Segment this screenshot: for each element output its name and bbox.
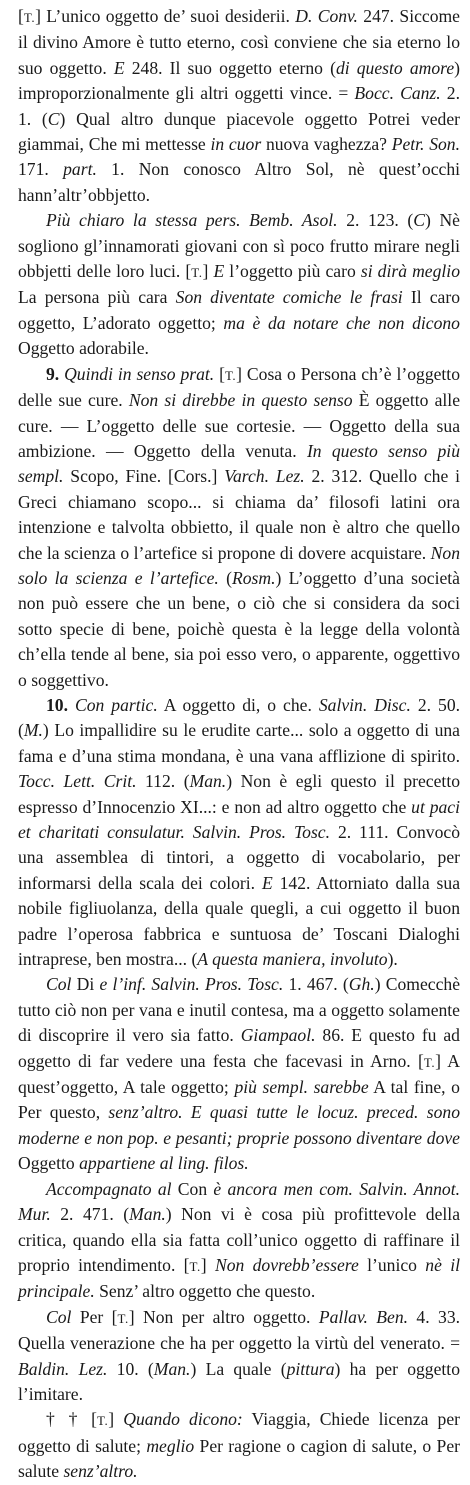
- text-run: Oggetto adorabile.: [18, 338, 149, 359]
- text-run: 171.: [18, 159, 64, 180]
- text-run: 247. Siccome il divino Amore è tutto eterno, così conviene che sia eterno lo suo oggetto.: [18, 6, 460, 78]
- italic-text: Petr. Son.: [391, 134, 460, 155]
- text-run: 112. (: [136, 771, 190, 792]
- italic-text: E: [213, 261, 225, 282]
- text-run: ] Non per altro oggetto.: [128, 1306, 319, 1327]
- italic-text: C: [413, 210, 426, 231]
- text-run: ) ha per oggetto l’imitare.: [18, 1358, 460, 1404]
- text-run: ) Non vi è cosa più profittevole della critica, quando ella sia fatta coll’unico oggetto di raffinare il proprio intendimento. [: [18, 1204, 460, 1275]
- italic-text: di questo amore: [335, 57, 455, 78]
- italic-text: Salvin. Disc.: [318, 694, 411, 715]
- italic-text: C: [47, 108, 60, 129]
- italic-text: ut paci et charitati consulatur. Salvin. Pros. Tosc.: [18, 796, 460, 842]
- italic-text: Non si direbbe in questo senso: [128, 390, 353, 411]
- italic-text: Tocc. Lett. Crit.: [18, 771, 137, 792]
- italic-text: nè il principale.: [18, 1254, 460, 1302]
- text-run: 2. 50. (: [18, 694, 461, 741]
- italic-text: meglio: [146, 1435, 195, 1456]
- italic-text: A questa maniera, involuto: [197, 949, 388, 970]
- text-run: Viaggia, Chiede licenza per oggetto di salute;: [18, 1409, 460, 1456]
- text-run: (: [218, 567, 232, 588]
- sense-number: 9.: [46, 363, 65, 384]
- text-run: T.: [117, 1310, 129, 1326]
- text-run: È oggetto alle cure. — L’oggetto delle sue cortesie. — Oggetto della sua ambizione. — Oggetto della venuta.: [18, 390, 461, 461]
- text-run: ]: [108, 1409, 124, 1430]
- text-run: Oggetto: [18, 1153, 80, 1174]
- entry-paragraph: [18, 1305, 460, 1408]
- italic-text: M.: [23, 720, 43, 741]
- text-run: ) Qual altro dunque piacevole oggetto Potrei veder giammai, Che mi mettesse: [18, 108, 461, 155]
- text-run: Senz’ altro oggetto che questo.: [94, 1281, 316, 1302]
- italic-text: Quindi in senso prat.: [64, 363, 215, 384]
- text-run: nuova vaghezza?: [261, 134, 392, 155]
- text-run: T.: [224, 367, 237, 383]
- italic-text: pittura: [286, 1358, 335, 1379]
- italic-text: Col: [46, 974, 72, 995]
- entry-paragraph: [18, 1407, 460, 1484]
- text-run: l’oggetto più caro: [224, 261, 361, 282]
- italic-text: Varch. Lez.: [224, 466, 305, 487]
- text-run: 142. Attorniato dalla sua nobile figliuolanza, della quale quegli, a cui oggetto il buon padre l’operosa fabbrica e suntuosa de’ Toscani Dialoghi intraprese, ben mostra... (: [18, 872, 461, 970]
- italic-text: è ancora men com. Salvin. Annot. Mur.: [18, 1178, 460, 1225]
- italic-text: si dirà meglio: [360, 261, 460, 282]
- italic-text: Man.: [189, 771, 227, 792]
- text-run: ) Comecchè tutto ciò non per vana e inutil contesa, ma a oggetto solamente di discoprire il vero sia fatto.: [18, 974, 461, 1046]
- entry-paragraph: [18, 693, 460, 972]
- italic-text: Con partic.: [74, 694, 158, 715]
- text-run: [: [214, 363, 225, 384]
- entry-paragraph: [18, 972, 460, 1176]
- text-run: 2. 312. Quello che i Greci chiamano scopo... si chiama da’ filosofi latini ora intenzione e talvolta obbietto, il quale non è altro che quello che la scienza o l’artefice si propone di dovere acquistare.: [18, 466, 460, 563]
- text-run: ]: [200, 1254, 215, 1275]
- text-run: 2. 471. (: [50, 1204, 130, 1225]
- text-run: ) improporzionalmente gli altri oggetti vince. =: [18, 57, 460, 104]
- text-run: Il caro oggetto, L’adorato oggetto;: [18, 287, 461, 333]
- italic-text: Non solo la scienza e l’artefice.: [18, 542, 460, 588]
- italic-text: Più chiaro la stessa pers. Bemb. Asol.: [46, 210, 338, 231]
- italic-text: Man.: [153, 1358, 191, 1379]
- text-run: 10. (: [107, 1358, 154, 1379]
- italic-text: Baldin. Lez.: [18, 1358, 108, 1379]
- italic-text: In questo senso più sempl.: [18, 440, 460, 487]
- italic-text: E: [261, 872, 273, 893]
- italic-text: Pallav. Ben.: [318, 1306, 409, 1327]
- italic-text: Gh.: [348, 974, 375, 995]
- italic-text: in cuor: [210, 134, 262, 155]
- italic-text: più sempl. sarebbe: [234, 1077, 369, 1098]
- text-run: ]: [202, 261, 214, 282]
- text-run: 2. 111. Convocò una assemblea di tintori, a oggetto di vocabolario, per informarsi della scala dei colori.: [18, 822, 460, 893]
- italic-text: E: [113, 57, 125, 78]
- italic-text: Col: [46, 1306, 72, 1327]
- italic-text: e l’inf. Salvin. Pros. Tosc.: [99, 974, 284, 995]
- text-run: [: [18, 6, 24, 26]
- text-run: † † [: [46, 1409, 98, 1430]
- italic-text: Man.: [129, 1204, 166, 1225]
- text-run: ).: [387, 949, 398, 970]
- text-run: Scopo, Fine. [Cors.]: [63, 466, 225, 487]
- text-run: 2. 1. (: [18, 83, 460, 129]
- text-run: 1. Non conosco Altro Sol, nè quest’occhi hann’altr’obbjetto.: [18, 159, 460, 205]
- text-run: Per ragione o cagion di salute, o Per salute: [18, 1435, 460, 1482]
- text-run: ] L’unico oggetto de’ suoi desiderii.: [35, 6, 296, 26]
- italic-text: senz’altro. E quasi tutte le locuz. preced. sono moderne e non pop. e pesanti; proprie possono diventare dove: [18, 1102, 460, 1148]
- text-run: 86. E questo fu ad oggetto di far vedere una festa che facevasi in Arno. [: [18, 1025, 460, 1071]
- text-run: T.: [191, 265, 203, 281]
- italic-text: Son diventate comiche le frasi: [175, 287, 403, 308]
- text-run: T.: [23, 10, 36, 25]
- text-run: T.: [423, 1054, 436, 1070]
- italic-text: part.: [63, 159, 97, 180]
- text-run: 1. 467. (: [283, 974, 349, 995]
- text-run: T.: [97, 1413, 109, 1429]
- italic-text: D. Conv.: [295, 6, 358, 26]
- text-run: Per [: [71, 1306, 118, 1327]
- italic-text: Accompagnato al: [46, 1178, 172, 1199]
- entry-paragraph: [18, 4, 460, 208]
- text-run: ) Nè sogliono gl’innamorati giovani con sì poco frutto mirare negli obbjetti delle loro luci. [: [18, 210, 460, 282]
- text-run: 4. 33. Quella venerazione che ha per oggetto la virtù del venerato. =: [18, 1306, 461, 1354]
- text-run: T.: [189, 1258, 201, 1274]
- text-run: Di: [71, 974, 100, 995]
- italic-text: senz’altro.: [63, 1461, 138, 1482]
- entry-paragraph: [18, 362, 460, 693]
- entry-paragraph: [18, 208, 460, 361]
- text-run: Con: [171, 1178, 214, 1199]
- italic-text: ma è da notare che non dicono: [223, 312, 460, 333]
- text-run: A oggetto di, o che.: [157, 694, 319, 715]
- text-run: ] Cosa o Persona ch’è l’oggetto delle sue cure.: [18, 363, 460, 411]
- text-run: 248. Il suo oggetto eterno (: [124, 57, 336, 78]
- italic-text: appartiene al ling. filos.: [79, 1153, 249, 1174]
- text-run: ) L’oggetto d’una società non può essere che un bene, o ciò che si considera da soci sotto specie di bene, poichè questa è la legge della volontà ch’ella tende al bene, sia poi esso vero, o apparente, oggettivo o soggettivo.: [18, 567, 460, 690]
- italic-text: Quando dicono:: [123, 1409, 243, 1430]
- text-run: ) Non è egli questo il precetto espresso d’Innocenzio XI...: e non ad altro oggetto che: [18, 771, 460, 817]
- entry-paragraph: [18, 1177, 460, 1305]
- text-run: La persona più cara: [18, 287, 176, 308]
- sense-number: 10.: [46, 694, 75, 715]
- italic-text: Giampaol.: [240, 1025, 316, 1046]
- text-run: ) Lo impallidire su le erudite carte... solo a oggetto di una fama e d’una stima mondana, è una vana afflizione di spirito.: [18, 720, 460, 766]
- text-run: 2. 123. (: [337, 210, 414, 231]
- italic-text: Bocc. Canz.: [354, 83, 441, 104]
- italic-text: Rosm.: [231, 567, 276, 588]
- text-run: A tal fine, o Per questo,: [18, 1077, 460, 1123]
- italic-text: Non dovrebb’essere: [214, 1254, 359, 1275]
- text-run: ) La quale (: [190, 1358, 287, 1379]
- text-run: l’unico: [358, 1254, 426, 1275]
- text-run: ] A quest’oggetto, A tale oggetto;: [18, 1050, 460, 1098]
